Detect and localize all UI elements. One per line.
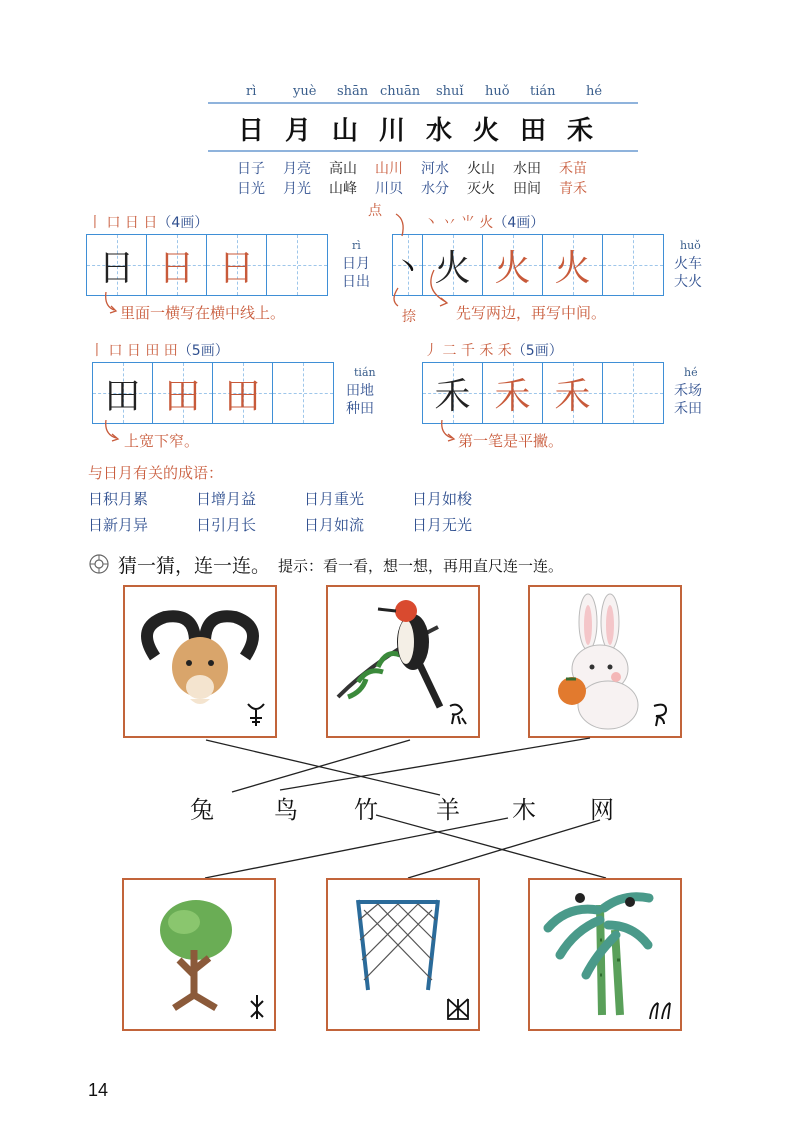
word: 田间 (513, 181, 541, 197)
stroke-count: （4画） (157, 215, 209, 231)
pinyin-huo: huǒ (485, 84, 510, 99)
net-picture (326, 878, 480, 1031)
grid-cell (207, 235, 267, 295)
word: 月光 (283, 181, 311, 197)
match-char-yang: 羊 (436, 796, 460, 824)
stroke-sequence: 丿 二 千 禾 禾 (424, 343, 512, 359)
char-yue: 月 (285, 116, 312, 146)
word: 种田 (346, 401, 374, 417)
pinyin-chuan: chuān (380, 84, 421, 99)
pinyin-yue: yuè (293, 84, 317, 99)
word: 灭火 (467, 181, 495, 197)
word: 禾田 (674, 401, 702, 417)
idiom: 日月如梭 (412, 490, 473, 508)
match-char-mu: 木 (512, 796, 536, 824)
ancient-net-glyph-icon (446, 995, 470, 1021)
idiom: 日月重光 (304, 490, 365, 508)
trace-char: 日 (218, 247, 255, 289)
stroke-count: （5画） (177, 343, 229, 359)
pinyin: hé (684, 366, 698, 379)
stroke-sequence: 丶 丷 ⺌ 火 (424, 215, 494, 231)
ancient-bamboo-glyph-icon (646, 999, 672, 1021)
trace-char: 日 (158, 247, 195, 289)
word: 火车 (674, 256, 702, 272)
trace-char: 火 (554, 247, 591, 289)
label-sweep: 捺 (402, 309, 416, 325)
char-ri: 日 (238, 116, 265, 146)
word: 日出 (342, 274, 370, 290)
pinyin-shan: shān (337, 84, 369, 99)
grid-cell (483, 363, 543, 423)
idiom: 日月无光 (412, 516, 473, 534)
word: 月亮 (283, 161, 311, 177)
pinyin: rì (352, 239, 361, 252)
word: 河水 (421, 161, 449, 177)
tip-ri: 里面一横写在横中线上。 (120, 304, 286, 322)
label-dot: 点 (368, 203, 382, 219)
word: 青禾 (559, 181, 587, 197)
trace-char: 禾 (494, 375, 531, 417)
grid-cell (483, 235, 543, 295)
bamboo-picture (528, 878, 682, 1031)
grid-cell (153, 363, 213, 423)
stroke-sequence: 丨 ⼝ 日 日 (88, 215, 158, 231)
pinyin-he: hé (586, 84, 603, 99)
word: 高山 (329, 161, 357, 177)
char-chuan: 川 (379, 116, 406, 146)
grid-cell (87, 235, 147, 295)
grid-cell (543, 363, 603, 423)
grid-cell (423, 235, 483, 295)
word: 水田 (513, 161, 541, 177)
pinyin-tian: tián (530, 84, 556, 99)
idiom: 日引月长 (196, 516, 257, 534)
stroke-count: （4画） (493, 215, 545, 231)
pinyin: tián (354, 366, 376, 379)
tree-picture (122, 878, 276, 1031)
match-char-zhu: 竹 (354, 796, 378, 824)
word: 田地 (346, 383, 374, 399)
word: 大火 (674, 274, 702, 290)
model-char: 日 (98, 247, 135, 289)
grid-cell (423, 363, 483, 423)
word: 火山 (467, 161, 495, 177)
idioms-title: 与日月有关的成语： (88, 464, 224, 482)
word: 日光 (237, 181, 265, 197)
pinyin-ri: rì (246, 84, 257, 99)
grid-cell (393, 235, 423, 295)
match-char-tu: 兔 (190, 796, 214, 824)
char-he: 禾 (567, 116, 594, 146)
pinyin-shui: shuǐ (436, 84, 464, 99)
activity-hint: 提示：看一看，想一想，再用直尺连一连。 (278, 557, 564, 575)
match-char-wang: 网 (590, 796, 614, 824)
grid-cell (543, 235, 603, 295)
idiom: 日增月益 (196, 490, 257, 508)
tip-he: 第一笔是平撇。 (458, 432, 564, 450)
grid-cell (147, 235, 207, 295)
model-char: 田 (104, 375, 141, 417)
word: 山川 (375, 161, 403, 177)
trace-char: 田 (164, 375, 201, 417)
trace-char: 火 (494, 247, 531, 289)
char-shui: 水 (426, 116, 453, 146)
word: 日子 (237, 161, 265, 177)
model-char: 禾 (434, 375, 471, 417)
match-char-niao: 鸟 (274, 796, 298, 824)
stroke-sequence: 丨 ⼝ 日 田 田 (90, 343, 178, 359)
word: 山峰 (329, 181, 357, 197)
trace-char: 田 (224, 375, 261, 417)
match-characters (190, 790, 630, 824)
word: 川贝 (375, 181, 403, 197)
page-number: 14 (88, 1080, 109, 1100)
tip-huo: 先写两边，再写中间。 (456, 304, 607, 322)
ancient-tree-glyph-icon (248, 993, 266, 1021)
word: 禾苗 (559, 161, 587, 177)
word: 水分 (421, 181, 449, 197)
stroke-demo-char: 丶 (392, 251, 423, 286)
tip-tian: 上宽下窄。 (124, 432, 200, 450)
grid-cell (213, 363, 273, 423)
trace-char: 禾 (554, 375, 591, 417)
char-tian: 田 (520, 116, 547, 146)
char-huo: 火 (473, 116, 500, 146)
stroke-count: （5画） (511, 343, 563, 359)
model-char: 火 (434, 247, 471, 289)
idiom: 日月如流 (304, 516, 365, 534)
char-shan: 山 (332, 116, 359, 146)
grid-cell (93, 363, 153, 423)
activity-title: 猜一猜，连一连。 (118, 555, 271, 577)
word: 日月 (342, 256, 370, 272)
idiom: 日新月异 (88, 516, 149, 534)
idiom: 日积月累 (88, 490, 149, 508)
pinyin: huǒ (680, 239, 701, 252)
word: 禾场 (674, 383, 702, 399)
